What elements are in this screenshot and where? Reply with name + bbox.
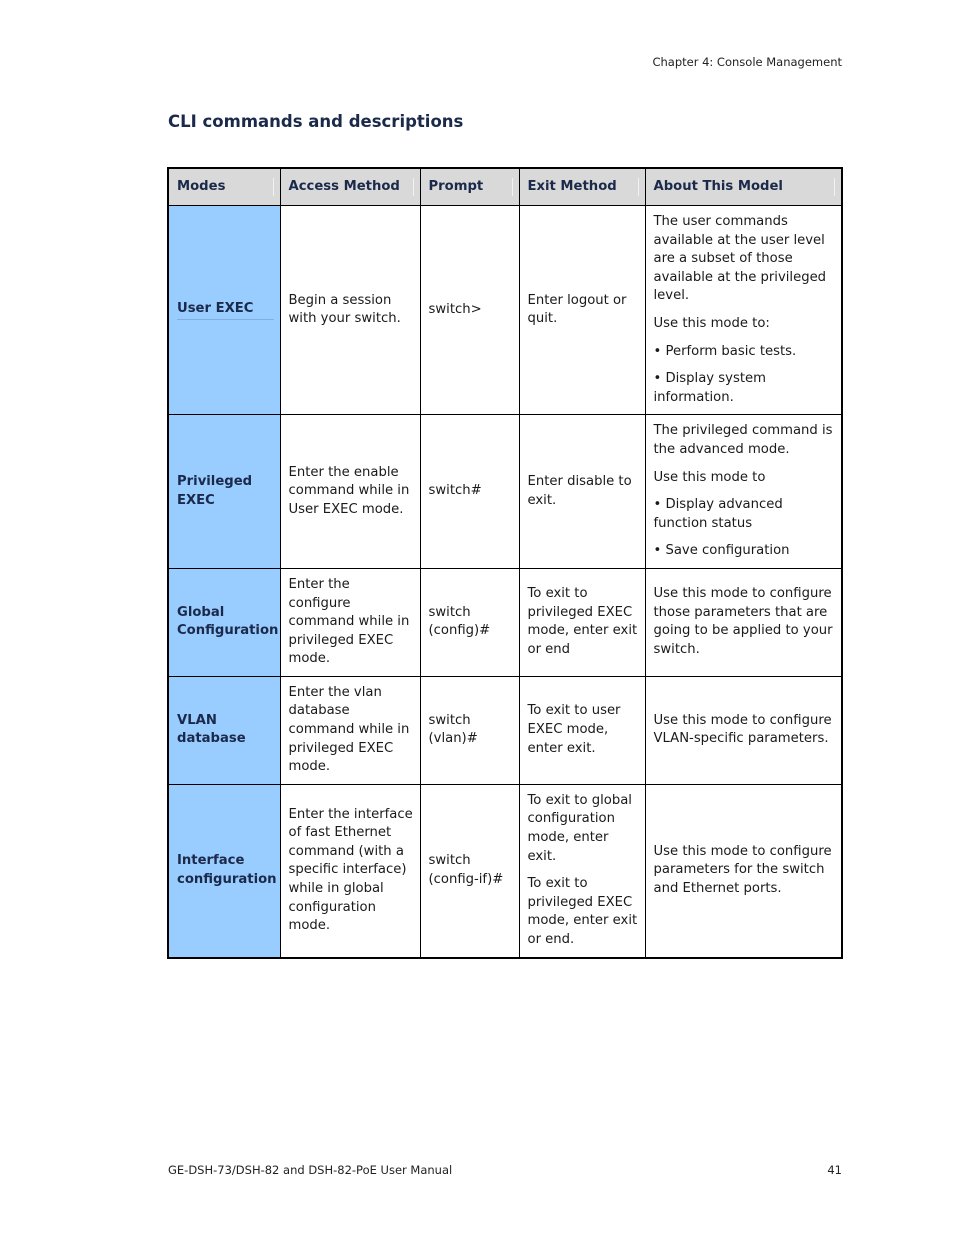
- mode-cell: User EXEC: [168, 206, 280, 415]
- column-header-about: About This Model: [645, 168, 842, 206]
- column-header-prompt: Prompt: [420, 168, 519, 206]
- mode-cell: VLAN database: [168, 676, 280, 784]
- about-cell: Use this mode to configure parameters for the switch and Ethernet ports.: [645, 784, 842, 957]
- section-title: CLI commands and descriptions: [168, 112, 464, 131]
- table-row: [168, 568, 842, 676]
- table-row: [168, 784, 842, 957]
- prompt-cell: switch (config)#: [420, 568, 519, 676]
- mode-cell: Privileged EXEC: [168, 415, 280, 569]
- exit-method-cell: To exit to global configuration mode, enter exit. To exit to privileged EXEC mode, enter exit or end.: [519, 784, 645, 957]
- column-header-exit-method: Exit Method: [519, 168, 645, 206]
- footer-page-number: 41: [827, 1163, 842, 1177]
- access-method-cell: Begin a session with your switch.: [280, 206, 420, 415]
- exit-method-cell: Enter logout or quit.: [519, 206, 645, 415]
- access-method-cell: Enter the configure command while in privileged EXEC mode.: [280, 568, 420, 676]
- column-header-access-method: Access Method: [280, 168, 420, 206]
- prompt-cell: switch (vlan)#: [420, 676, 519, 784]
- about-cell: The user commands available at the user level are a subset of those available at the privileged level. Use this mode to: • Perform basic tests. • Display system information.: [645, 206, 842, 415]
- about-cell: Use this mode to configure those parameters that are going to be applied to your switch.: [645, 568, 842, 676]
- prompt-cell: switch>: [420, 206, 519, 415]
- prompt-cell: switch (config-if)#: [420, 784, 519, 957]
- access-method-cell: Enter the enable command while in User EXEC mode.: [280, 415, 420, 569]
- about-cell: Use this mode to configure VLAN-specific parameters.: [645, 676, 842, 784]
- column-header-modes: Modes: [168, 168, 280, 206]
- footer-manual-title: GE-DSH-73/DSH-82 and DSH-82-PoE User Manual: [168, 1163, 453, 1177]
- exit-method-cell: To exit to user EXEC mode, enter exit.: [519, 676, 645, 784]
- table-row: [168, 415, 842, 569]
- mode-cell: Interface configuration: [168, 784, 280, 957]
- running-header: Chapter 4: Console Management: [652, 55, 842, 69]
- mode-cell: Global Configuration: [168, 568, 280, 676]
- exit-method-cell: Enter disable to exit.: [519, 415, 645, 569]
- table-row: [168, 676, 842, 784]
- access-method-cell: Enter the interface of fast Ethernet command (with a specific interface) while in global configuration mode.: [280, 784, 420, 957]
- prompt-cell: switch#: [420, 415, 519, 569]
- table-header-row: [168, 168, 842, 206]
- table-row: [168, 206, 842, 415]
- cli-commands-table: [167, 167, 843, 959]
- exit-method-cell: To exit to privileged EXEC mode, enter exit or end: [519, 568, 645, 676]
- about-cell: The privileged command is the advanced mode. Use this mode to • Display advanced function status • Save configuration: [645, 415, 842, 569]
- access-method-cell: Enter the vlan database command while in privileged EXEC mode.: [280, 676, 420, 784]
